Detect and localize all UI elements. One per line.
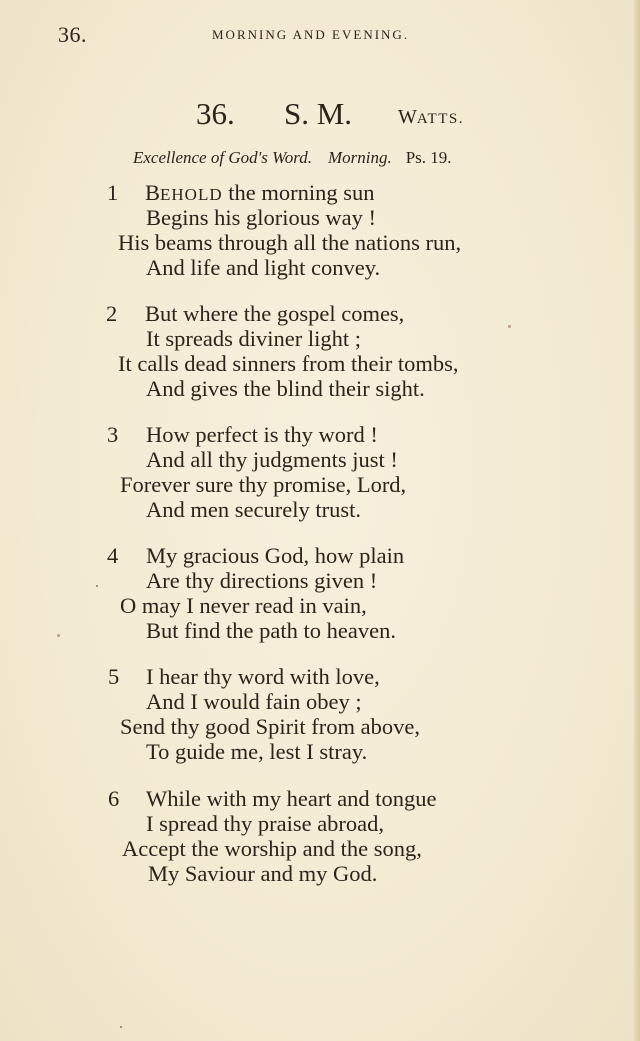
verse-line-rest: the morning sun [222,180,375,205]
verse-line: Send thy good Spirit from above, [120,714,420,739]
verse-line: Accept the worship and the song, [122,836,422,861]
verse-line: I spread thy praise abroad, [146,811,385,836]
verse-line: It spreads diviner light ; [146,326,361,351]
page-edge [634,0,640,1041]
stanza-number: 3 [107,422,119,447]
verse-line: It calls dead sinners from their tombs, [118,351,459,376]
verse-line: O may I never read in vain, [120,593,367,618]
verse-line: And I would fain obey ; [146,689,362,714]
hymn-author-initial: W [398,106,417,128]
verse-line: My gracious God, how plain [146,543,405,568]
verse-line: And all thy judgments just ! [146,447,398,472]
verse-line: Begins his glorious way ! [146,205,376,230]
stanza-number: 2 [106,301,118,326]
hymn-meter: S. M. [284,96,353,131]
verse-line: While with my heart and tongue [146,786,437,811]
subtitle-time: Morning. [327,148,392,167]
verse-line: Are thy directions given ! [146,568,378,593]
subtitle-reference: Ps. 19. [405,148,452,167]
stanza-number: 6 [108,786,120,811]
hymn-author-rest: ATTS. [416,111,464,127]
page-number: 36. [58,22,87,47]
verse-line: But find the path to heaven. [146,618,396,643]
stanza-number: 5 [108,664,120,689]
verse-line: And life and light convey. [146,255,381,280]
verse-line: To guide me, lest I stray. [146,739,368,764]
hymn-heading [0,96,640,136]
verse-line: And gives the blind their sight. [146,376,425,401]
verse-line: And men securely trust. [146,497,361,522]
running-head [0,22,640,46]
verse-line: My Saviour and my God. [148,861,378,886]
verse-line: How perfect is thy word ! [146,422,378,447]
verse-line [145,180,375,208]
paper-speck [508,325,511,328]
paper-speck [96,585,98,587]
running-title: MORNING AND EVENING. [212,27,410,42]
hymn-number: 36. [196,96,235,131]
verse-line: Forever sure thy promise, Lord, [120,472,407,497]
verse-line: But where the gospel comes, [145,301,405,326]
verse-line: His beams through all the nations run, [118,230,462,255]
paper-speck [120,1026,122,1028]
paper-speck [57,634,60,637]
subtitle-topic: Excellence of God's Word. [133,148,312,167]
verse-line: I hear thy word with love, [146,664,380,689]
stanza-number: 1 [107,180,119,205]
hymn-author [398,106,464,129]
first-word-rest: EHOLD [160,185,223,204]
stanza-number: 4 [107,543,119,568]
first-word-initial: B [145,180,161,205]
hymn-subtitle [133,148,452,168]
